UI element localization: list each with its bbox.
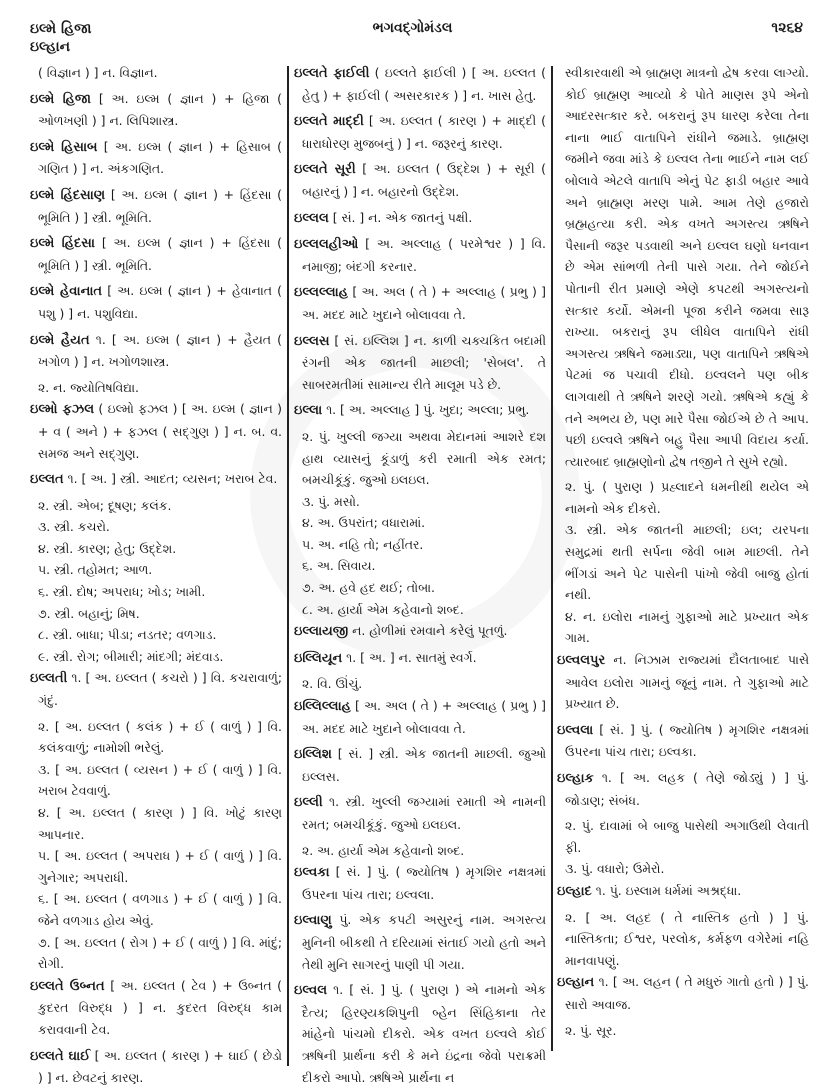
definition-text: ૨. સ્ત્રી. એબ; દૂષણ; કલંક.	[38, 497, 172, 513]
definition-text: ૪. સ્ત્રી. કારણ; હેતુ; ઉદ્દેશ.	[38, 540, 177, 556]
dictionary-entry	[294, 791, 546, 835]
definition-text: ૯. સ્ત્રી. રોગ; બીમારી; માંદગી; મંદવાડ.	[38, 648, 224, 664]
headword: ઇલ્મે હિસાબ	[30, 139, 98, 155]
dictionary-entry	[294, 399, 546, 422]
headword: ઇલ્મે હિંદસાણ	[30, 187, 106, 203]
definition-text: ૩. સ્ત્રી. એક જાતની માછલી; ઇલ; યરપના સમુદ્રમાં થતી સર્પના જેવી બામ માછલી. તેને ભીંગડાં અને પેટ પાસેની પાંખો જેવી બાજુ હોતાં નથી.	[565, 522, 809, 603]
dictionary-entry	[30, 667, 282, 711]
dictionary-entry	[30, 1045, 282, 1089]
definition-text: ૨. વિ. ઊંચું.	[302, 676, 363, 692]
definition-text: [ સં. ] સ્ત્રી. એક જાતની માછલી. જુઓ ઇલ્લસ.	[302, 746, 546, 784]
definition-text: [ અ. ઇલ્મ ( જ્ઞાન ) + હેવાનાત ( પશુ ) ] ન. પશુવિદ્યા.	[38, 283, 282, 321]
headword: ઇલ્લતે ફાઈલી	[294, 66, 370, 81]
dictionary-entry	[294, 647, 546, 670]
definition-text: ૨. [ અ. લહદ ( તે નાસ્તિક હતો ) ] પું. નાસ્તિકતા; ઈશ્વર, પરલોક, કર્મફળ વગેરેમાં નહિ માનવાપણું.	[565, 909, 809, 968]
dictionary-entry	[294, 233, 546, 277]
dictionary-entry	[294, 207, 546, 230]
entry-sense	[30, 495, 282, 517]
headword: ઇલ્લતે ઉબ્નત	[30, 978, 105, 994]
entry-continuation	[557, 62, 809, 472]
dictionary-entry	[294, 62, 546, 106]
definition-text: [ અ. અલ ( તે ) + અલ્લાહ ( પ્રભુ ) ] અ. મદદ માટે ખુદાને બોલાવવા તે.	[302, 284, 546, 322]
definition-text: ૭. સ્ત્રી. બહાનું; મિષ.	[38, 605, 140, 621]
definition-text: ૧. [ અ. લહક ( તેણે જોડ્યું ) ] પું. જોડાણ; સંબંધ.	[565, 770, 809, 808]
definition-text: ૧. [ અ. લહન ( તે મધુરું ગાતો હતો ) ] પું. સારો અવાજ.	[565, 974, 809, 1012]
definition-text: ૮. અ. હાર્યા એમ કહેવાનો શબ્દ.	[302, 601, 464, 617]
definition-text: ન. નિઝામ રાજ્યમાં દૌલતાબાદ પાસે આવેલ ઇલોરા ગામનું જૂનું નામ. તે ગુફાઓ માટે પ્રખ્યાત છે.	[565, 652, 809, 712]
definition-text: [ અ. ઇલ્મ ( જ્ઞાન ) + હિસાબ ( ગણિત ) ] ન. અંકગણિત.	[38, 138, 282, 177]
definition-text: [ અ. ઇલ્લત ( કારણ ) + ઘાઈ ( છેડો ) ] ન. છેવટનું કારણ.	[38, 1047, 282, 1086]
headword: ઇલ્લિલ્લાહ	[294, 699, 351, 715]
headword: ઇલ્લતે સૂરી	[294, 162, 356, 178]
entry-sense	[30, 888, 282, 931]
entry-sense	[294, 555, 546, 577]
dictionary-entry	[30, 329, 282, 373]
definition-text: ૬. [ અ. ઇલ્લત ( વળગાડ ) + ઈ ( વાળું ) ] વિ. જેને વળગાડ હોય એવું.	[38, 891, 282, 928]
definition-text: ૩. સ્ત્રી. કચરો.	[38, 519, 110, 535]
headword: ઇલ્મે હિંદસા	[30, 236, 95, 252]
definition-text: ૧. [ સં. ] પું. ( પુરાણ ) એ નામનો એક દૈત્ય; હિરણ્યકશિપુની બ્હેન સિંહિકાના તેર માંહેનો પાંચમો દીકરો. એક વખત ઇલ્વલે કોઈ ઋષિની પ્રાર્થના કરી કે મને ઇંદ્રના જેવો પરાક્રમી દીકરો આપો. ઋષિએ પ્રાર્થના ન	[302, 982, 546, 1085]
headword: ઇલ્વલ	[294, 983, 328, 999]
entry-sense	[30, 603, 282, 625]
dictionary-entry	[30, 468, 282, 491]
entry-sense	[557, 907, 809, 972]
guide-word-last: ઇલ્હાન	[30, 39, 71, 55]
definition-text: ૩. પું. મસો.	[302, 493, 360, 509]
definition-text: ૩. પું. વધારો; ઉમેરો.	[565, 861, 665, 877]
column-1	[30, 62, 282, 1086]
dictionary-entry	[30, 232, 282, 276]
entry-sense	[30, 716, 282, 759]
entry-sense	[30, 581, 282, 603]
definition-text: ( ઇલ્લતે ફાઈલી ) [ અ. ઇલ્લત ( હેતુ ) + ફાઈલી ( અસરકારક ) ] ન. ખાસ હેતુ.	[302, 65, 546, 103]
definition-text: ૧. [ અ. ] ન. સાતમું સ્વર્ગ.	[342, 649, 477, 665]
entry-sense	[294, 426, 546, 491]
headword: ઇલ્લલહીઓ	[294, 237, 359, 253]
entry-sense	[30, 646, 282, 668]
entry-sense	[557, 606, 809, 649]
definition-text: ૩. [ અ. ઇલ્લત ( વ્યસન ) + ઈ ( વાળું ) ] વિ. ખરાબ ટેવવાળું.	[38, 761, 282, 799]
headword: ઇલ્લતે માદ્દી	[294, 114, 364, 130]
definition-text: ૧. [ અ. અલ્લાહ ] પું. ખુદા; અલ્લા; પ્રભુ.	[322, 402, 530, 418]
dictionary-entry	[294, 743, 546, 787]
headword: ઇલ્લત	[30, 472, 64, 488]
definition-text: ૬. સ્ત્રી. દોષ; અપરાધ; ખોડ; ખામી.	[38, 584, 206, 600]
headword: ઇલ્લા	[294, 403, 323, 419]
headword: ઇલ્વલા	[557, 722, 594, 738]
dictionary-entry	[557, 971, 809, 1015]
definition-text: ૪. [ અ. ઇલ્લત ( કારણ ) ] વિ. ખોટું કારણ આપનાર.	[38, 805, 282, 842]
column-divider	[287, 66, 289, 1066]
entry-sense	[294, 673, 546, 695]
definition-text: ( વિજ્ઞાન ) ] ન. વિજ્ઞાન.	[38, 65, 158, 80]
definition-text: ૫. અ. નહિ તો; નહીંતર.	[302, 536, 424, 552]
headword: ઇલ્મે હેવાનાત	[30, 284, 103, 300]
entry-sense	[30, 802, 282, 845]
dictionary-entry	[294, 281, 546, 325]
entry-sense	[30, 377, 282, 399]
definition-text: ૭. [ અ. ઇલ્લત ( રોગ ) + ઈ ( વાળું ) ] વિ. માંદું; રોગી.	[38, 934, 282, 972]
headword: ઇલ્વાણુ	[294, 913, 332, 929]
definition-text: ૧. સ્ત્રી. ખુલ્લી જગ્યામાં રમાતી એ નામની રમત; બમચીકૂંકું. જુઓ ઇલઇલ.	[302, 794, 546, 832]
definition-text: [ સં. ઇલ્લિશ ] ન. કાળી ચક્ચકિત બદામી રંગની એક જાતની માછલી; 'સેબલ'. તે સાબરમતીમાં સામાન્ય રીતે માલૂમ પડે છે.	[302, 332, 546, 392]
entry-sense	[30, 932, 282, 975]
definition-text: [ અ. ઇલ્મ ( જ્ઞાન ) + હિંદસા ( ભૂમિતિ ) ] સ્ત્રી. ભૂમિતિ.	[38, 186, 282, 225]
definition-text: ૧. પું. ઇસ્લામ ધર્મમાં અશ્રદ્ધા.	[591, 882, 742, 898]
definition-text: [ અ. ઇલ્લત ( ઉદ્દેશ ) + સૂરી ( બહારનું ) ] ન. બહારનો ઉદ્દેશ.	[302, 161, 547, 199]
definition-text: પું. એક કપટી અસુરનું નામ. અગસ્ત્ય મુનિની બીકથી તે દરિયામાં સંતાઈ ગયો હતો અને તેથી મુનિ સાગરનું પાણી પી ગયા.	[302, 912, 546, 972]
headword: ઇલ્વલપુર	[557, 653, 606, 669]
definition-text: ૨. પું. દાવામાં બે બાજુ પાસેથી અગાઉથી લેવાતી ફી.	[565, 818, 809, 855]
definition-text: ૮. સ્ત્રી. બાધા; પીડા; નડતર; વળગાડ.	[38, 627, 217, 643]
dictionary-entry	[30, 136, 282, 180]
headword: ઇલ્મો ફઝલ	[30, 402, 95, 418]
definition-text: ૨. પું. સૂર.	[565, 1022, 617, 1038]
definition-text: [ સં. ] ન. એક જાતનું પક્ષી.	[328, 209, 473, 225]
page-title: ભગવદ્ગોમંડલ	[372, 20, 453, 36]
dictionary-entry	[30, 398, 282, 464]
entry-sense	[30, 559, 282, 581]
dictionary-entry	[557, 767, 809, 811]
definition-text: [ અ. ઇલ્મ ( જ્ઞાન ) + હિંદસા ( ભૂમિતિ ) ] સ્ત્રી. ભૂમિતિ.	[38, 235, 282, 273]
entry-sense	[30, 624, 282, 646]
dictionary-entry	[30, 184, 282, 228]
dictionary-entry	[30, 88, 282, 132]
column-2	[294, 62, 547, 1085]
definition-text: ૧. [ અ. ઇલ્મ ( જ્ઞાન ) + હૈયત ( ખગોળ ) ] ન. ખગોળશાસ્ત્ર.	[38, 331, 282, 370]
headword: ઇલ્લલ	[294, 210, 329, 226]
dictionary-entry	[557, 649, 809, 715]
definition-text: ૫. [ અ. ઇલ્લત ( અપરાધ ) + ઈ ( વાળું ) ] વિ. ગુનેગાર; અપરાધી.	[38, 848, 282, 885]
dictionary-entry	[557, 880, 809, 903]
entry-sense	[557, 476, 809, 519]
headword: ઇલ્લિયૂન	[294, 650, 343, 666]
headword: ઇલ્લાયજી	[294, 624, 349, 640]
entry-sense	[294, 534, 546, 556]
headword: ઇલ્લસ	[294, 333, 330, 349]
headword: ઇલ્મે હિજા	[30, 91, 91, 107]
headword: ઇલ્લતી	[30, 671, 68, 687]
headword: ઇલ્લિશ	[294, 747, 332, 763]
dictionary-entry	[294, 620, 546, 643]
definition-text: ૫. સ્ત્રી. તહોમત; આળ.	[38, 562, 153, 578]
definition-text: ૪. ન. ઇલોરા નામનું ગુફાઓ માટે પ્રખ્યાત એક ગામ.	[565, 608, 809, 646]
dictionary-entry	[30, 975, 282, 1041]
definition-text: ૭. અ. હવે હદ થઈ; તોબા.	[302, 580, 435, 596]
definition-text: [ અ. અલ ( તે ) + અલ્લાહ ( પ્રભુ ) ] અ. મદદ માટે ખુદાને બોલાવવા તે.	[302, 698, 546, 736]
entry-sense	[294, 599, 546, 621]
headword: ઇલ્હાન	[557, 975, 595, 991]
definition-text: ૨. પું. ખુલ્લી જગ્યા અથવા મેદાનમાં આશરે દશ હાથ વ્યાસનું કૂંડાળું કરી રમાતી એક રમત; બમચીકૂંકું. જુઓ ઇલઇલ.	[302, 428, 546, 488]
column-divider	[551, 66, 553, 1051]
entry-sense	[557, 519, 809, 605]
entry-sense	[294, 491, 546, 513]
headword: ઇલ્મે હૈયત	[30, 332, 90, 348]
definition-text: ૧. [ અ. ] સ્ત્રી. આદત; વ્યસન; ખરાબ ટેવ.	[63, 471, 278, 487]
entry-sense	[294, 577, 546, 599]
definition-text: [ અ. ઇલ્મ ( જ્ઞાન ) + હિજા ( ઓળખણી ) ] ન. લિપિશાસ્ત્ર.	[38, 90, 282, 129]
entry-sense	[30, 516, 282, 538]
dictionary-entry	[294, 110, 546, 154]
headword: ઇલ્લી	[294, 795, 323, 811]
definition-text: સ્વીકારવાથી એ બ્રાહ્મણ માત્રનો દ્વેષ કરવા લાગ્યો. કોઈ બ્રાહ્મણ આવ્યો કે પોતે માણસ રૂપે એનો આદરસત્કાર કરે. બકરાનું રૂપ ધારણ કરેલા તેના નાના ભાઈ વાતાપિને રાંધીને જમાડે. બ્રાહ્મણ જમીને જવા માંડે કે ઇલ્વલ તેના ભાઈને નામ લઈ બોલાવે એટલે વાતાપિ એનું પેટ ફાડી બહાર આવે અને બ્રાહ્મણ મરણ પામે. આમ તેણે હજારો બ્રહ્મહત્યા કરી. એક વખતે અગસ્ત્ય ઋષિને પૈસાની જરૂર પડવાથી અને ઇલ્વલ ઘણો ધનવાન છે એમ સાંભળી તેની પાસે ગયા. તેને જોઈને પોતાની રીત પ્રમાણે એણે કપટથી અગસ્ત્યનો સત્કાર કર્યો. એમની પૂજા કરીને જમવા સારૂ રાખ્યા. બકરાનું રૂપ લીધેલ વાતાપિને રાંધી અગસ્ત્ય ઋષિને જમાડ્યા, પણ વાતાપિને ઋષિએ પેટમાં જ પચાવી દીધો. ઇલ્વલને પણ બીક લાગવાથી તે ઋષિને શરણે ગયો. ઋષિએ કહ્યું કે તને અભય છે, પણ મારે પૈસા જોઈએ છે તે આપ. પછી ઇલ્વલે ઋષિને બહુ પૈસા આપી વિદાય કર્યા. ત્યારબાદ બ્રાહ્મણોનો દ્વેષ તજીને તે સુખે રહ્યો.	[565, 65, 809, 469]
entry-sense	[557, 1020, 809, 1042]
headword: ઇલ્લતે ઘાઈ	[30, 1048, 91, 1064]
dictionary-entry	[294, 330, 546, 396]
headword: ઇલ્વકા	[294, 865, 330, 881]
headword: ઇલ્હાદ	[557, 883, 592, 899]
dictionary-entry	[557, 719, 809, 763]
entry-sense	[557, 815, 809, 858]
entry-continuation	[30, 62, 282, 84]
definition-text: ન. હોળીમાં રમવાને કરેલું પૂતળું.	[348, 623, 508, 639]
definition-text: ૨. [ અ. ઇલ્લત ( કલંક ) + ઈ ( વાળું ) ] વિ. કલંકવાળું; નામોશી ભરેલું.	[38, 718, 282, 756]
definition-text: ૬. અ. સિવાય.	[302, 558, 376, 574]
dictionary-entry	[294, 909, 546, 975]
guide-word-first: ઇલ્મે હિજા	[30, 21, 92, 37]
definition-text: [ સં. ] પું. ( જ્યોતિષ ) મૃગશિર નક્ષત્રમાં ઉપરના પાંચ તારા; ઇલ્વલા.	[302, 864, 546, 902]
dictionary-entry	[294, 695, 546, 739]
headword: ઇલ્લલ્લાહ	[294, 285, 348, 301]
headword: ઇલ્હાક	[557, 771, 594, 786]
dictionary-entry	[30, 280, 282, 324]
entry-sense	[30, 759, 282, 802]
definition-text: ૪. અ. ઉપરાંત; વધારામાં.	[302, 515, 426, 531]
definition-text: [ અ. ઇલ્લત ( ટેવ ) + ઉબ્નત ( કુદરત વિરુદ્ધ ) ] ન. કુદરત વિરુદ્ધ કામ કરાવવાની ટેવ.	[38, 977, 282, 1037]
dictionary-entry	[294, 979, 546, 1088]
entry-sense	[30, 845, 282, 888]
dictionary-entry	[294, 861, 546, 905]
definition-text: ૨. ન. જ્યોતિષવિદ્યા.	[38, 379, 139, 395]
entry-sense	[294, 840, 546, 862]
column-3	[557, 62, 809, 1063]
dictionary-entry	[294, 158, 546, 202]
definition-text: ( ઇલ્મો ફઝલ ) [ અ. ઇલ્મ ( જ્ઞાન ) + વ ( અને ) + ફઝલ ( સદ્‌ગુણ ) ] ન. બ. વ. સમજ અને સદ્‌ગુણ.	[38, 401, 282, 461]
definition-text: ૨. પું. ( પુરાણ ) પ્રહ્લાદને ધમનીથી થયેલ એ નામનો એક દીકરો.	[565, 479, 809, 516]
definition-text: [ અ. ઇલ્લત ( કારણ ) + માદ્દી ( ધારાધોરણ મુજબનું ) ] ન. જરૂરનું કારણ.	[302, 113, 546, 151]
definition-text: ૨. અ. હાર્યા એમ કહેવાનો શબ્દ.	[302, 842, 465, 858]
entry-sense	[557, 858, 809, 880]
definition-text: ૧. [ અ. ઇલ્લત ( કચરો ) ] વિ. કચરાવાળું; ગંદું.	[38, 670, 282, 709]
definition-text: [ સં. ] પું. ( જ્યોતિષ ) મૃગશિર નક્ષત્રમાં ઉપરના પાંચ તારા; ઇલ્વકા.	[565, 721, 809, 760]
page-number: ૧૨૬૪	[771, 20, 803, 36]
definition-text: [ અ. અલ્લાહ ( પરમેશ્વર ) ] વિ. નમાજી; બંદગી કરનાર.	[302, 236, 546, 274]
entry-sense	[30, 538, 282, 560]
entry-sense	[294, 512, 546, 534]
